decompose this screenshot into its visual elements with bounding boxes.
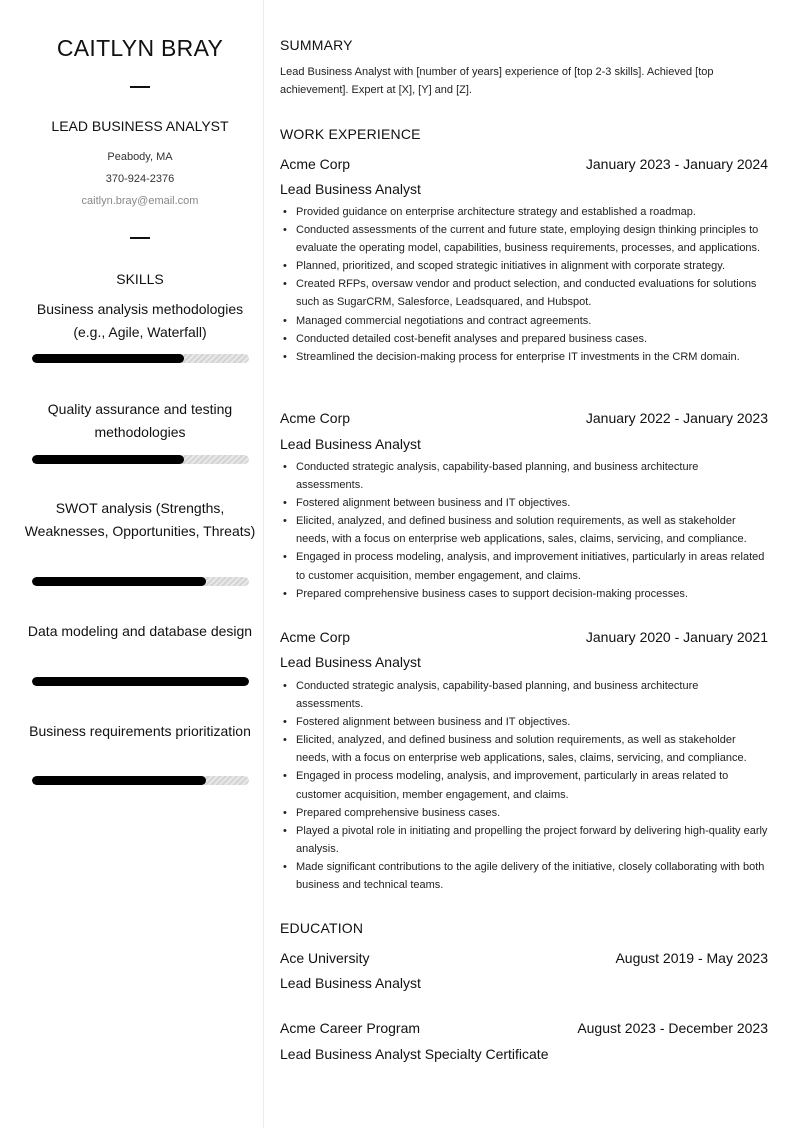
list-item: • Conducted strategic analysis, capability-based planning, and business architecture assessments. [296, 458, 768, 494]
skill-name: Quality assurance and testing methodologies [47, 401, 233, 440]
column-divider [263, 0, 264, 1128]
list-item: • Managed commercial negotiations and contract agreements. [296, 312, 768, 330]
skill-bar-fill [32, 455, 184, 464]
divider-dash [130, 86, 150, 88]
skill-bar-fill [32, 776, 206, 785]
list-item: • Played a pivotal role in initiating and propelling the project forward by delivering high-quality early analysis. [296, 822, 768, 858]
job-header [280, 156, 768, 172]
list-item: • Planned, prioritized, and scoped strategic initiatives in alignment with corporate strategy. [296, 257, 768, 275]
skill-name: Business analysis methodologies (e.g., Agile, Waterfall) [36, 301, 244, 340]
list-item: • Engaged in process modeling, analysis, and improvement, particularly in areas related to customer acquisition, member engagement, and claims. [296, 767, 768, 803]
job-role: Lead Business Analyst [280, 436, 421, 452]
job-dates: January 2023 - January 2024 [585, 156, 768, 172]
education-school: Acme Career Program [280, 1020, 421, 1036]
contact-phone: 370-924-2376 [105, 173, 175, 185]
summary-text: Lead Business Analyst with [number of years] experience of [top 2-3 skills]. Achieved [top achievement]. Expert at [X], [Y] and [Z]. [280, 66, 714, 96]
job-bullets [296, 458, 768, 603]
skills-heading: SKILLS [116, 271, 164, 287]
candidate-title: LEAD BUSINESS ANALYST [51, 118, 229, 134]
list-item: • Elicited, analyzed, and defined business and solution requirements, as well as stakeholder needs, with a focus on enterprise web applications, sales, claims, servicing, and compliance. [296, 512, 768, 548]
list-item: • Engaged in process modeling, analysis, and improvement initiatives, particularly in areas related to customer acquisition, member engagement, and claims. [296, 548, 768, 584]
list-item: • Prepared comprehensive business cases. [296, 804, 768, 822]
skill-bar [32, 354, 249, 363]
skill-bar [32, 577, 249, 586]
contact-email[interactable]: caitlyn.bray@email.com [81, 195, 199, 207]
job-bullets [296, 203, 768, 366]
job-company: Acme Corp [280, 410, 351, 426]
list-item: • Created RFPs, oversaw vendor and product selection, and conducted evaluations for solutions such as SugarCRM, Salesforce, Leadsquared, and Hubspot. [296, 275, 768, 311]
list-item: • Conducted detailed cost-benefit analyses and prepared business cases. [296, 330, 768, 348]
list-item: • Streamlined the decision-making process for enterprise IT investments in the CRM domain. [296, 348, 768, 366]
sidebar [24, 0, 256, 1128]
list-item: • Conducted strategic analysis, capability-based planning, and business architecture assessments. [296, 677, 768, 713]
education-header [280, 950, 768, 966]
list-item: • Made significant contributions to the agile delivery of the initiative, closely collaborating with both business and technical teams. [296, 858, 768, 894]
job-role: Lead Business Analyst [280, 654, 421, 670]
list-item: • Fostered alignment between business and IT objectives. [296, 713, 768, 731]
education-degree: Lead Business Analyst Specialty Certificate [280, 1046, 549, 1062]
list-item: • Conducted assessments of the current and future state, employing design thinking principles to evaluate the operating model, capabilities, business requirements, processes, and applications. [296, 221, 768, 257]
job-role: Lead Business Analyst [280, 181, 421, 197]
skill-name: Business requirements prioritization [29, 723, 251, 739]
job-company: Acme Corp [280, 156, 351, 172]
job-dates: January 2022 - January 2023 [585, 410, 768, 426]
divider-dash [130, 237, 150, 239]
experience-heading: WORK EXPERIENCE [280, 126, 421, 142]
skill-bar [32, 677, 249, 686]
job-company: Acme Corp [280, 629, 351, 645]
skill-bar-fill [32, 677, 249, 686]
skill-bar [32, 455, 249, 464]
summary-heading: SUMMARY [280, 37, 353, 53]
list-item: • Fostered alignment between business and IT objectives. [296, 494, 768, 512]
contact-location: Peabody, MA [107, 151, 173, 163]
job-header [280, 629, 768, 645]
skill-bar [32, 776, 249, 785]
education-dates: August 2023 - December 2023 [577, 1020, 768, 1036]
education-header [280, 1020, 768, 1036]
list-item: • Provided guidance on enterprise architecture strategy and established a roadmap. [296, 203, 768, 221]
skill-bar-fill [32, 577, 206, 586]
skill-name: Data modeling and database design [27, 623, 253, 639]
education-dates: August 2019 - May 2023 [615, 950, 768, 966]
list-item: • Prepared comprehensive business cases to support decision-making processes. [296, 585, 768, 603]
job-dates: January 2020 - January 2021 [585, 629, 768, 645]
candidate-name: CAITLYN BRAY [56, 35, 224, 61]
education-heading: EDUCATION [280, 920, 364, 936]
skill-name: SWOT analysis (Strengths, Weaknesses, Opportunities, Threats) [24, 500, 256, 539]
list-item: • Elicited, analyzed, and defined business and solution requirements, as well as stakeholder needs, with a focus on enterprise web applications, sales, claims, servicing, and compliance. [296, 731, 768, 767]
education-school: Ace University [280, 950, 370, 966]
job-header [280, 410, 768, 426]
job-bullets [296, 677, 768, 894]
skill-bar-fill [32, 354, 184, 363]
education-degree: Lead Business Analyst [280, 975, 421, 991]
